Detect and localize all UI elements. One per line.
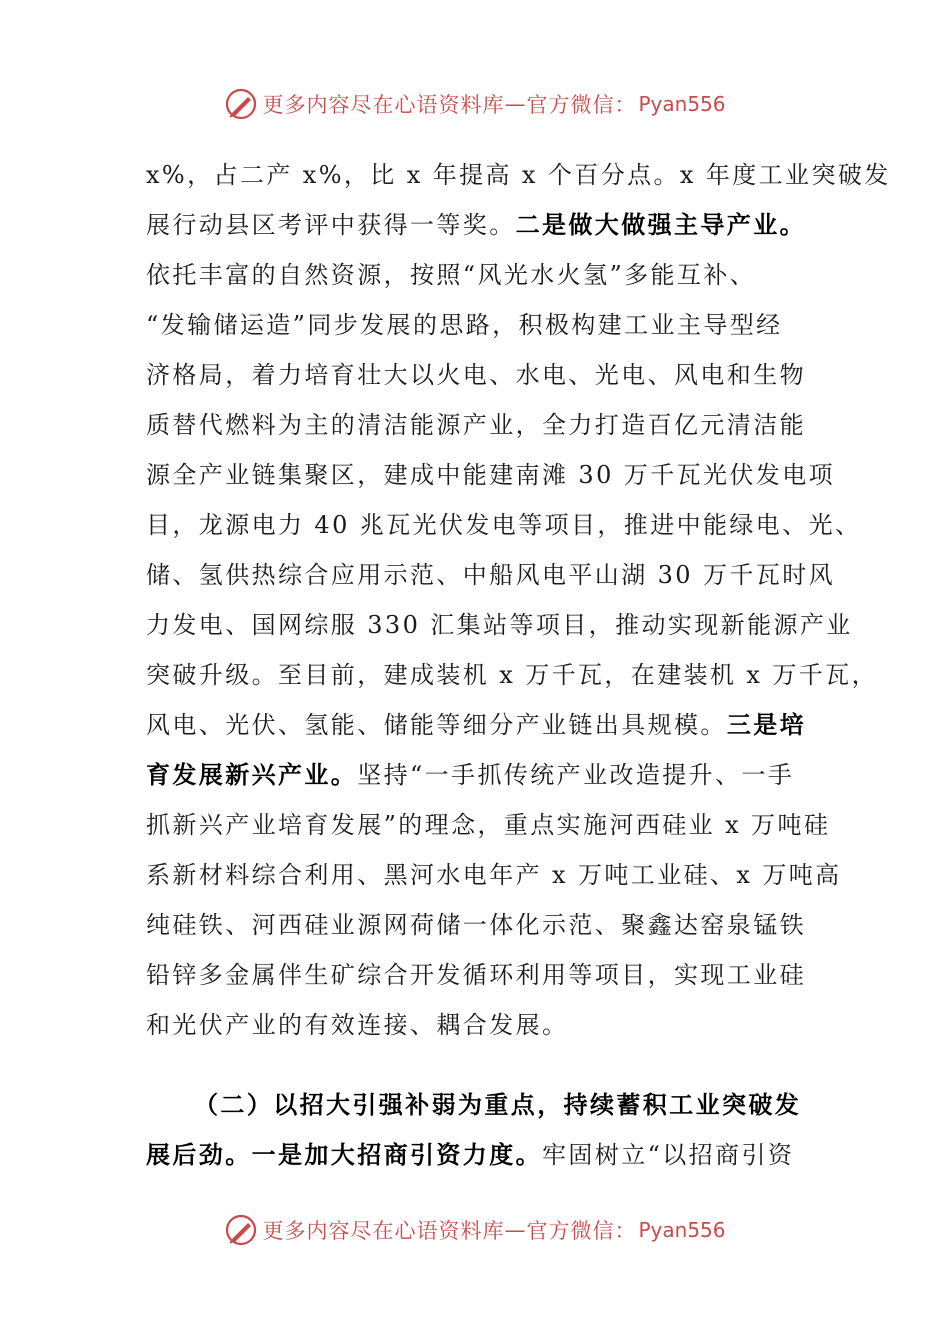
text-line: 系新材料综合利用、黑河水电年产 x 万吨工业硅、x 万吨高 bbox=[146, 861, 842, 889]
pen-logo-icon bbox=[224, 87, 258, 121]
text-line: 展后劲。一是加大招商引资力度。牢固树立“以招商引资 bbox=[146, 1140, 795, 1169]
text-line: 储、氢供热综合应用示范、中船风电平山湖 30 万千瓦时风 bbox=[146, 561, 835, 589]
text-line: 质替代燃料为主的清洁能源产业，全力打造百亿元清洁能 bbox=[146, 411, 806, 439]
text-line: 济格局，着力培育壮大以火电、水电、光电、风电和生物 bbox=[146, 361, 806, 389]
brand-text: 更多内容尽在心语资料库 bbox=[262, 1219, 505, 1243]
brand-dash: — bbox=[504, 1218, 527, 1242]
bold-heading: 育发展新兴产业。 bbox=[146, 760, 358, 789]
text-line: “发输储运造”同步发展的思路，积极构建工业主导型经 bbox=[146, 311, 783, 339]
section-heading: （二）以招大引强补弱为重点，持续蓄积工业突破发 bbox=[194, 1090, 802, 1119]
text-line: 风电、光伏、氢能、储能等细分产业链出具规模。三是培 bbox=[146, 710, 807, 739]
text-line: 力发电、国网综服 330 汇集站等项目，推动实现新能源产业 bbox=[146, 611, 853, 639]
text-line: 和光伏产业的有效连接、耦合发展。 bbox=[146, 1011, 569, 1039]
text-line: 目，龙源电力 40 兆瓦光伏发电等项目，推进中能绿电、光、 bbox=[146, 511, 862, 539]
wechat-id: Pyan556 bbox=[638, 92, 726, 116]
text-line: x%，占二产 x%，比 x 年提高 x 个百分点。x 年度工业突破发 bbox=[146, 161, 891, 189]
text-line: 依托丰富的自然资源，按照“风光水火氢”多能互补、 bbox=[146, 261, 757, 289]
text-line: 突破升级。至目前，建成装机 x 万千瓦，在建装机 x 万千瓦， bbox=[146, 661, 878, 689]
bold-heading: 展后劲。一是加大招商引资力度。 bbox=[146, 1140, 542, 1169]
footer-watermark bbox=[0, 1210, 950, 1250]
official-label: 官方微信： bbox=[526, 93, 637, 117]
text-line: 育发展新兴产业。坚持“一手抓传统产业改造提升、一手 bbox=[146, 760, 795, 789]
document-body bbox=[146, 150, 891, 1180]
brand-text: 更多内容尽在心语资料库 bbox=[262, 93, 505, 117]
official-label: 官方微信： bbox=[526, 1219, 637, 1243]
text-line: 展行动县区考评中获得一等奖。二是做大做强主导产业。 bbox=[146, 210, 807, 239]
text-line: 抓新兴产业培育发展”的理念，重点实施河西硅业 x 万吨硅 bbox=[146, 811, 831, 839]
text-line: 源全产业链集聚区，建成中能建南滩 30 万千瓦光伏发电项 bbox=[146, 461, 835, 489]
brand-dash: — bbox=[504, 92, 527, 116]
pen-logo-icon bbox=[224, 1213, 258, 1247]
wechat-id: Pyan556 bbox=[638, 1218, 726, 1242]
header-watermark bbox=[0, 84, 950, 124]
bold-heading: 三是培 bbox=[726, 710, 807, 739]
text-line: 铅锌多金属伴生矿综合开发循环利用等项目，实现工业硅 bbox=[146, 961, 806, 989]
text-line bbox=[146, 1080, 822, 1130]
text-line: 纯硅铁、河西硅业源网荷储一体化示范、聚鑫达窑泉锰铁 bbox=[146, 911, 806, 939]
bold-heading: 二是做大做强主导产业。 bbox=[515, 210, 807, 239]
